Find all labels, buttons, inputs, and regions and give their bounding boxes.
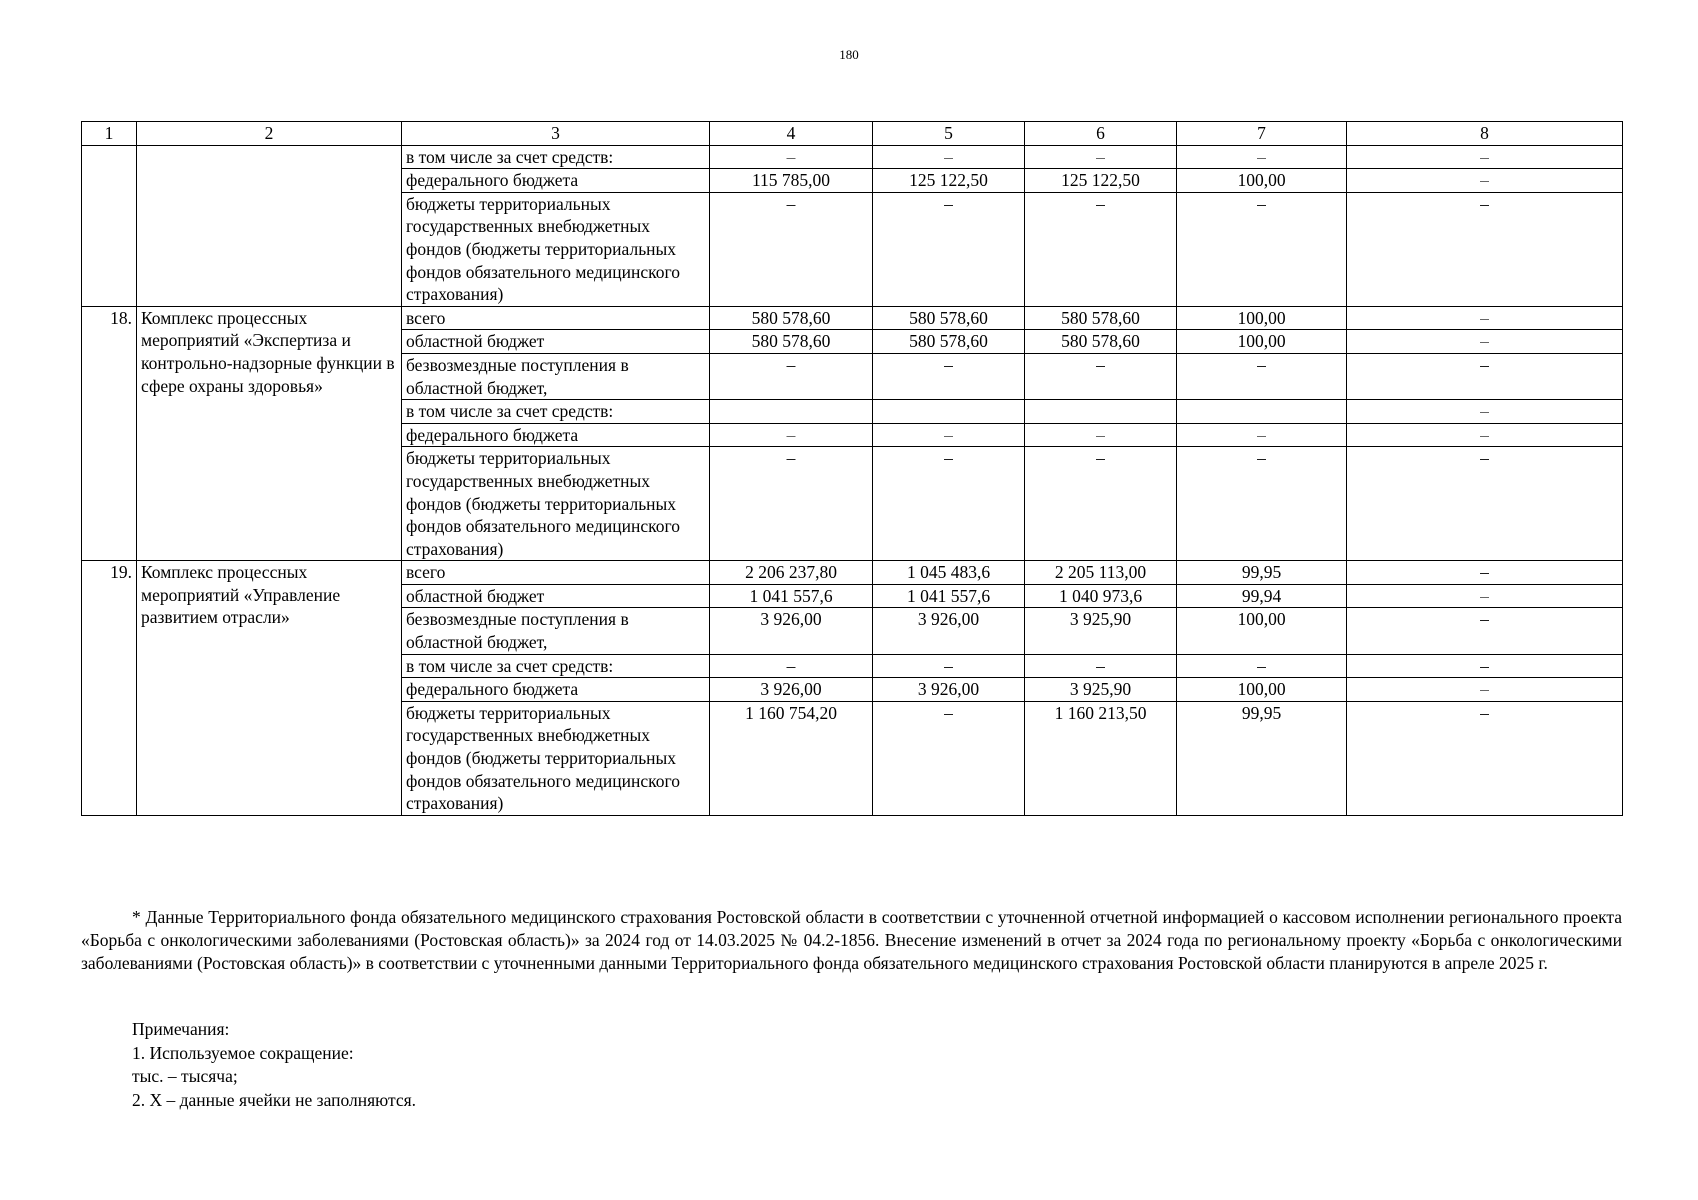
value-cell: 100,00: [1177, 678, 1347, 702]
value-cell: –: [1347, 400, 1623, 424]
source-label: в том числе за счет средств:: [402, 654, 710, 678]
value-cell: 580 578,60: [710, 306, 873, 330]
name-cell: [137, 145, 402, 306]
value-cell: 125 122,50: [873, 169, 1025, 193]
value-cell: 580 578,60: [873, 306, 1025, 330]
value-cell: –: [710, 447, 873, 561]
value-cell: –: [1025, 353, 1177, 399]
value-cell: –: [1347, 145, 1623, 169]
value-cell: –: [710, 423, 873, 447]
notes: [132, 1018, 416, 1112]
value-cell: 3 926,00: [710, 608, 873, 654]
value-cell: 580 578,60: [873, 330, 1025, 354]
value-cell: –: [873, 654, 1025, 678]
value-cell: –: [1347, 192, 1623, 306]
header-cell: 8: [1347, 122, 1623, 146]
value-cell: 115 785,00: [710, 169, 873, 193]
value-cell: –: [1177, 423, 1347, 447]
header-cell: 6: [1025, 122, 1177, 146]
value-cell: –: [1347, 608, 1623, 654]
source-label: бюджеты территориальных государственных внебюджетных фондов (бюджеты территориальных фондов обязательного медицинского страхования): [402, 447, 710, 561]
value-cell: –: [1025, 423, 1177, 447]
note-abbreviation: тыс. – тысяча;: [132, 1066, 238, 1086]
value-cell: 2 206 237,80: [710, 561, 873, 585]
value-cell: –: [1177, 447, 1347, 561]
value-cell: –: [1347, 447, 1623, 561]
value-cell: 1 041 557,6: [710, 584, 873, 608]
header-cell: 5: [873, 122, 1025, 146]
value-cell: 1 045 483,6: [873, 561, 1025, 585]
value-cell: [1177, 400, 1347, 424]
source-label: всего: [402, 561, 710, 585]
value-cell: 3 926,00: [710, 678, 873, 702]
page-number: 180: [839, 47, 859, 62]
value-cell: 100,00: [1177, 169, 1347, 193]
footnote: * Данные Территориального фонда обязательного медицинского страхования Ростовской области в соответствии с уточненной отчетной информацией о кассовом исполнении регионального проекта «Борьба с онкологическими заболеваниями (Ростовская область)» за 2024 год от 14.03.2025 № 04.2-1856. Внесение изменений в отчет за 2024 года по региональному проекту «Борьба с онкологическими заболеваниями (Ростовская область)» в соответствии с уточненными данными Территориального фонда обязательного медицинского страхования Ростовской области планируются в апреле 2025 г.: [81, 907, 1622, 973]
source-label: федерального бюджета: [402, 169, 710, 193]
note-item: 2. Х – данные ячейки не заполняются.: [132, 1089, 417, 1110]
source-label: областной бюджет: [402, 330, 710, 354]
table-row: [82, 306, 1623, 330]
value-cell: 100,00: [1177, 330, 1347, 354]
value-cell: –: [1177, 353, 1347, 399]
value-cell: 99,95: [1177, 561, 1347, 585]
header-cell: 2: [137, 122, 402, 146]
value-cell: –: [873, 423, 1025, 447]
value-cell: 580 578,60: [1025, 306, 1177, 330]
value-cell: 1 160 213,50: [1025, 701, 1177, 815]
value-cell: –: [1025, 192, 1177, 306]
number-cell: 18.: [82, 306, 137, 561]
value-cell: –: [1347, 423, 1623, 447]
value-cell: –: [1347, 353, 1623, 399]
report-table: [81, 121, 1623, 816]
name-cell: Комплекс процессных мероприятий «Управление развитием отрасли»: [137, 561, 402, 816]
value-cell: –: [873, 447, 1025, 561]
value-cell: –: [1025, 654, 1177, 678]
value-cell: 580 578,60: [710, 330, 873, 354]
name-cell: Комплекс процессных мероприятий «Экспертиза и контрольно-надзорные функции в сфере охраны здоровья»: [137, 306, 402, 561]
source-label: федерального бюджета: [402, 678, 710, 702]
source-label: в том числе за счет средств:: [402, 145, 710, 169]
header-cell: 7: [1177, 122, 1347, 146]
value-cell: –: [1177, 192, 1347, 306]
value-cell: 99,94: [1177, 584, 1347, 608]
value-cell: –: [1347, 701, 1623, 815]
source-label: безвозмездные поступления в областной бюджет,: [402, 608, 710, 654]
value-cell: –: [873, 192, 1025, 306]
value-cell: 99,95: [1177, 701, 1347, 815]
value-cell: 100,00: [1177, 306, 1347, 330]
value-cell: –: [710, 654, 873, 678]
source-label: бюджеты территориальных государственных внебюджетных фондов (бюджеты территориальных фондов обязательного медицинского страхования): [402, 701, 710, 815]
value-cell: –: [1025, 447, 1177, 561]
table-row: [82, 145, 1623, 169]
notes-title: Примечания:: [132, 1019, 230, 1039]
value-cell: –: [710, 145, 873, 169]
value-cell: [1025, 400, 1177, 424]
value-cell: 3 925,90: [1025, 678, 1177, 702]
value-cell: –: [1347, 169, 1623, 193]
value-cell: –: [873, 701, 1025, 815]
value-cell: –: [1177, 145, 1347, 169]
value-cell: –: [710, 353, 873, 399]
value-cell: –: [1347, 306, 1623, 330]
source-label: всего: [402, 306, 710, 330]
source-label: федерального бюджета: [402, 423, 710, 447]
header-cell: 3: [402, 122, 710, 146]
value-cell: –: [873, 353, 1025, 399]
value-cell: 1 041 557,6: [873, 584, 1025, 608]
source-label: областной бюджет: [402, 584, 710, 608]
source-label: безвозмездные поступления в областной бюджет,: [402, 353, 710, 399]
value-cell: –: [1347, 561, 1623, 585]
value-cell: –: [1025, 145, 1177, 169]
value-cell: 100,00: [1177, 608, 1347, 654]
value-cell: –: [1177, 654, 1347, 678]
header-row: [82, 122, 1623, 146]
value-cell: 3 925,90: [1025, 608, 1177, 654]
value-cell: 125 122,50: [1025, 169, 1177, 193]
value-cell: 1 160 754,20: [710, 701, 873, 815]
value-cell: [710, 400, 873, 424]
value-cell: –: [1347, 330, 1623, 354]
value-cell: –: [1347, 584, 1623, 608]
source-label: бюджеты территориальных государственных внебюджетных фондов (бюджеты территориальных фондов обязательного медицинского страхования): [402, 192, 710, 306]
value-cell: –: [1347, 654, 1623, 678]
source-label: в том числе за счет средств:: [402, 400, 710, 424]
value-cell: –: [873, 145, 1025, 169]
value-cell: 2 205 113,00: [1025, 561, 1177, 585]
value-cell: 3 926,00: [873, 608, 1025, 654]
number-cell: 19.: [82, 561, 137, 816]
note-item: 1. Используемое сокращение:: [132, 1042, 354, 1063]
value-cell: [873, 400, 1025, 424]
number-cell: [82, 145, 137, 306]
header-cell: 4: [710, 122, 873, 146]
value-cell: 3 926,00: [873, 678, 1025, 702]
value-cell: 580 578,60: [1025, 330, 1177, 354]
header-cell: 1: [82, 122, 137, 146]
value-cell: –: [710, 192, 873, 306]
value-cell: –: [1347, 678, 1623, 702]
table-row: [82, 561, 1623, 585]
value-cell: 1 040 973,6: [1025, 584, 1177, 608]
